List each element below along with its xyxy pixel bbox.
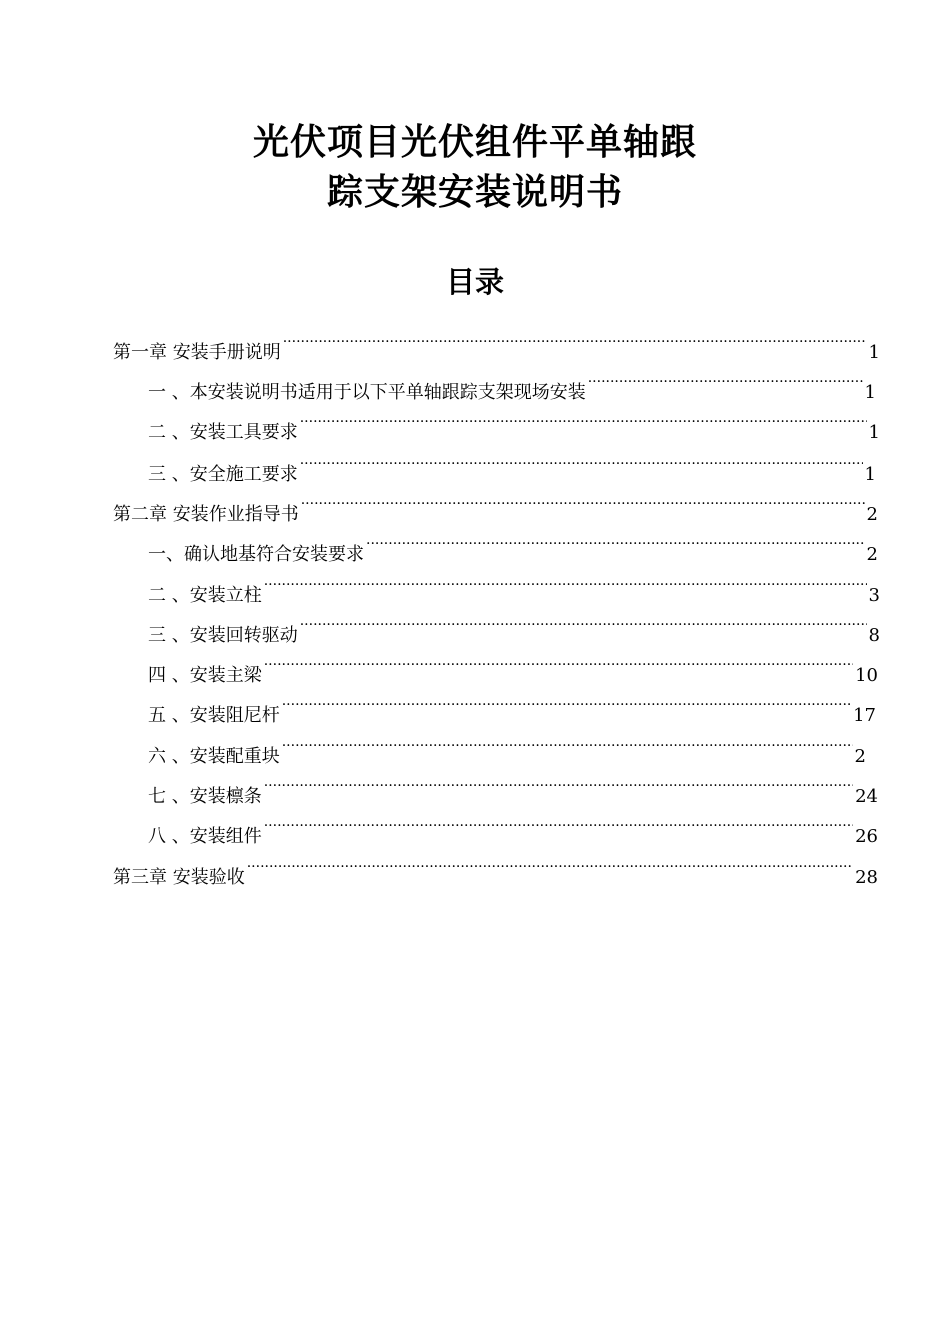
toc-entry-page: 3 [868, 585, 880, 606]
document-title-line-1: 光伏项目光伏组件平单轴跟 [252, 122, 697, 163]
toc-entry-2-4[interactable] [148, 641, 878, 686]
toc-entry-2-8[interactable] [148, 802, 878, 847]
toc-entry-page: 2 [854, 746, 866, 767]
document-title-line-2: 踪支架安装说明书 [326, 172, 623, 213]
toc-entry-page: 1 [868, 342, 880, 363]
toc-heading: 目录 [445, 265, 504, 299]
toc-leader-dots [300, 440, 863, 480]
toc-entry-label: 一、确认地基符合安装要求 [148, 544, 364, 565]
toc-entry-2-7[interactable] [148, 762, 878, 807]
toc-entry-2-3[interactable] [148, 601, 880, 646]
toc-entry-label: 八 、安装组件 [148, 826, 262, 847]
toc-entry-page: 1 [864, 382, 876, 403]
toc-leader-dots [264, 561, 867, 601]
toc-entry-label: 第一章 安装手册说明 [113, 342, 281, 363]
toc-entry-1-1[interactable] [148, 358, 876, 403]
toc-entry-page: 17 [853, 705, 876, 726]
toc-entry-2-5[interactable] [148, 681, 876, 726]
toc-leader-dots [301, 480, 865, 520]
toc-entry-page: 26 [855, 826, 878, 847]
toc-entry-label: 二 、安装工具要求 [148, 422, 298, 443]
toc-entry-label: 七 、安装檩条 [148, 786, 262, 807]
toc-entry-2-1[interactable] [148, 520, 878, 565]
toc-entry-page: 10 [855, 665, 878, 686]
toc-leader-dots [283, 318, 867, 358]
toc-entry-chapter-2[interactable] [113, 480, 878, 525]
toc-entry-2-6[interactable] [148, 722, 866, 767]
toc-entry-label: 四 、安装主梁 [148, 665, 262, 686]
toc-leader-dots [300, 398, 867, 438]
toc-leader-dots [300, 601, 867, 641]
toc-entry-page: 1 [864, 464, 876, 485]
toc-entry-1-2[interactable] [148, 398, 880, 443]
toc-entry-label: 三 、安装回转驱动 [148, 625, 298, 646]
toc-entry-1-3[interactable] [148, 440, 876, 485]
toc-entry-page: 1 [868, 422, 880, 443]
toc-entry-label: 一 、本安装说明书适用于以下平单轴跟踪支架现场安装 [148, 382, 586, 403]
toc-entry-label: 二 、安装立柱 [148, 585, 262, 606]
toc-entry-chapter-1[interactable] [113, 318, 880, 363]
toc-entry-2-2[interactable] [148, 561, 880, 606]
toc-entry-label: 第二章 安装作业指导书 [113, 504, 299, 525]
toc-leader-dots [366, 520, 865, 560]
toc-leader-dots [588, 358, 863, 398]
toc-leader-dots [282, 722, 853, 762]
toc-entry-label: 五 、安装阻尼杆 [148, 705, 280, 726]
toc-leader-dots [247, 843, 853, 883]
toc-entry-page: 8 [868, 625, 880, 646]
toc-entry-label: 六 、安装配重块 [148, 746, 280, 767]
toc-entry-page: 2 [866, 544, 878, 565]
toc-leader-dots [264, 762, 853, 802]
toc-entry-page: 24 [855, 786, 878, 807]
toc-entry-page: 28 [855, 867, 878, 888]
toc-leader-dots [264, 641, 853, 681]
toc-leader-dots [264, 802, 853, 842]
toc-entry-chapter-3[interactable] [113, 843, 878, 888]
toc-leader-dots [282, 681, 851, 721]
toc-entry-label: 三 、安全施工要求 [148, 464, 298, 485]
toc-entry-label: 第三章 安装验收 [113, 867, 245, 888]
toc-entry-page: 2 [866, 504, 878, 525]
